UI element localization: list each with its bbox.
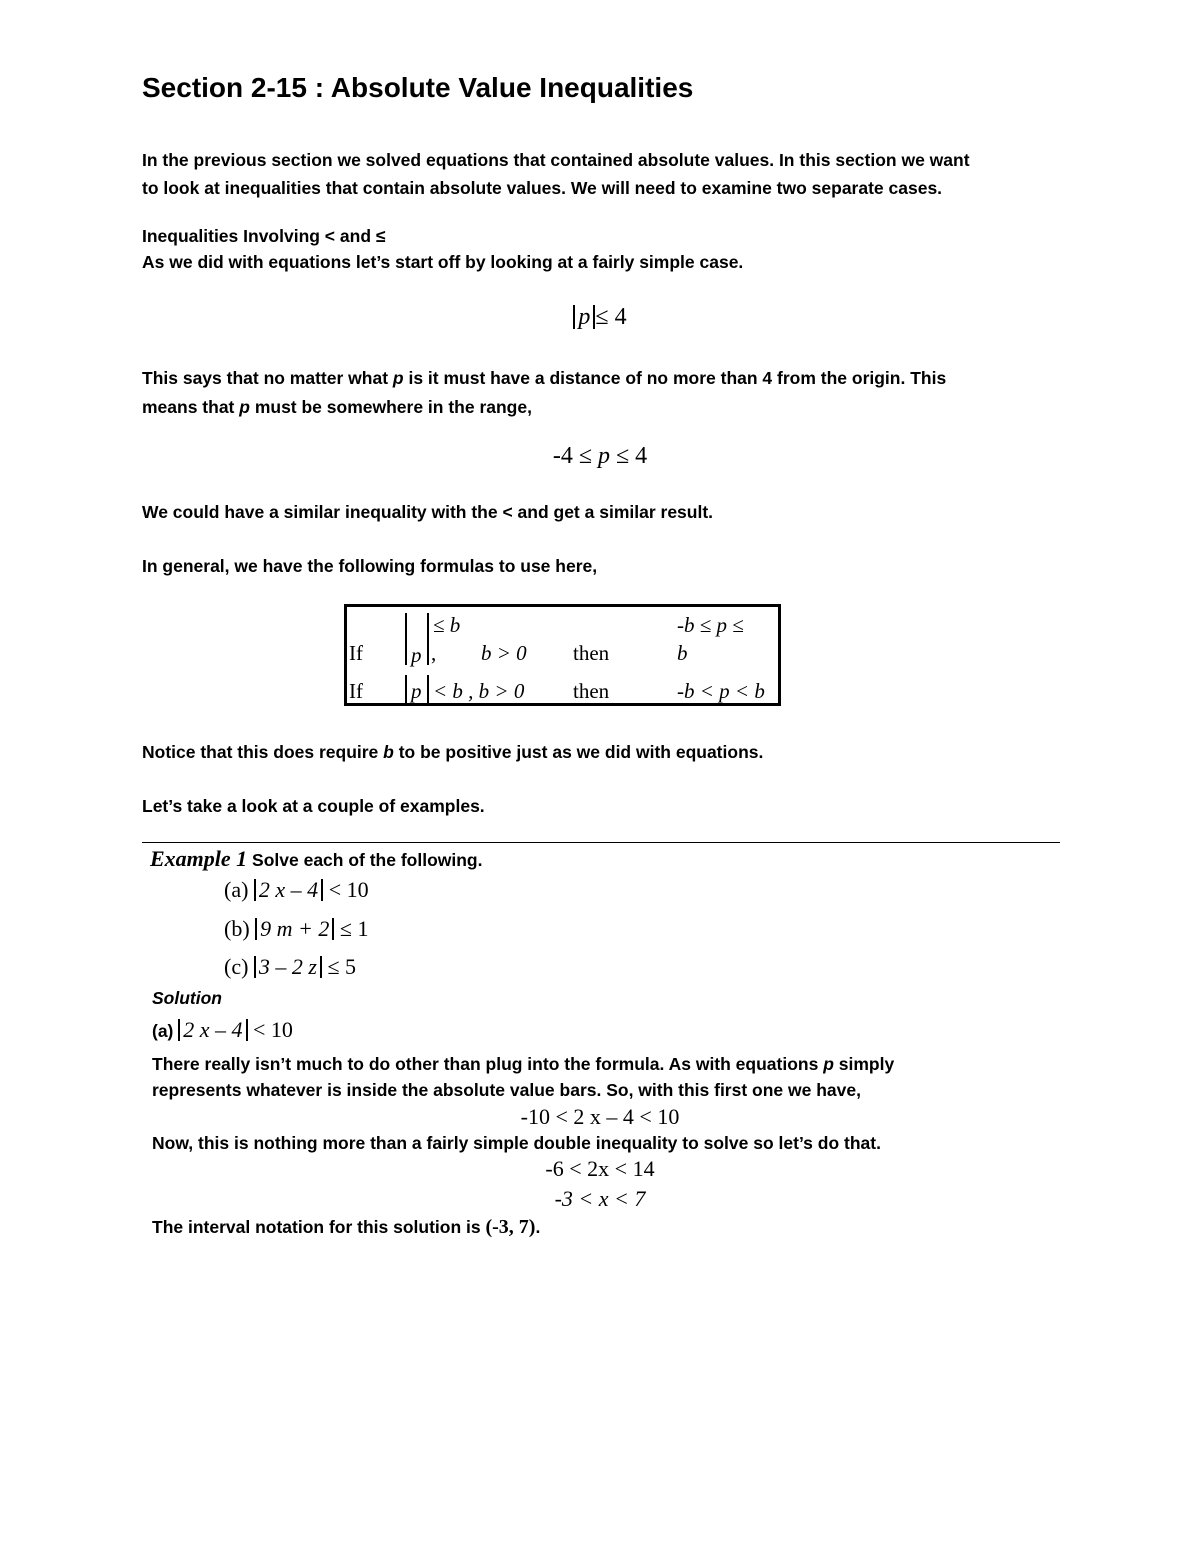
solution-step-1: -10 < 2 x – 4 < 10 — [520, 1104, 680, 1129]
solution-step-2: -6 < 2x < 14 — [545, 1156, 655, 1181]
part-tag: (a) — [224, 877, 254, 902]
intro-line-2: to look at inequalities that contain absolute values. We will need to examine two separate cases. — [142, 178, 943, 198]
para-notice-text: to be positive just as we did with equations. — [393, 742, 764, 762]
para-says-var: p — [239, 397, 250, 417]
abs-p-var: p — [573, 305, 595, 329]
formula-if-1: If — [349, 641, 363, 665]
solution-label: Solution — [152, 988, 222, 1008]
solution-text: simply — [833, 1054, 895, 1074]
formula-row1-rel: ≤ b — [433, 613, 461, 637]
range-left: -4 ≤ — [552, 443, 598, 469]
interval-text: The interval notation for this solution is — [152, 1217, 486, 1237]
formula-if-2: If — [349, 679, 363, 703]
solution-text-3: Now, this is nothing more than a fairly simple double inequality to solve so let’s do that. — [152, 1133, 881, 1153]
para-says-text: means that — [142, 397, 240, 417]
para-says-text: must be somewhere in the range, — [249, 397, 532, 417]
example-part-a — [224, 877, 369, 903]
para-general: In general, we have the following formulas to use here, — [142, 556, 598, 576]
abs-bar-right-2 — [427, 675, 429, 703]
para-says-text: This says that no matter what — [142, 368, 393, 388]
para-notice-text: Notice that this does require — [142, 742, 384, 762]
subheading: Inequalities Involving < and ≤ — [142, 226, 386, 246]
solution-a-rhs: < 10 — [247, 1017, 293, 1042]
example-label: Example 1 — [150, 846, 248, 871]
solution-text-1 — [152, 1054, 894, 1075]
interval-value: (-3, 7) — [485, 1216, 536, 1238]
para-says-line-2 — [142, 397, 532, 418]
formula-box — [344, 604, 781, 706]
formula-then-1: then — [573, 641, 610, 665]
formula-row1-comma: , — [431, 641, 437, 665]
example-part-c — [224, 954, 356, 980]
range-right: ≤ 4 — [610, 443, 648, 469]
formula-row1-cond: b > 0 — [481, 641, 527, 665]
formula-row2-rel: < b , b > 0 — [433, 679, 525, 703]
formula-row1-p: p — [411, 643, 422, 667]
para-says-line-1 — [142, 368, 946, 389]
equation-abs-p — [0, 304, 1200, 331]
solution-text-2: represents whatever is inside the absolute value bars. So, with this first one we have, — [152, 1080, 861, 1100]
part-rhs: < 10 — [323, 877, 369, 902]
part-rhs: ≤ 5 — [321, 954, 357, 979]
example-prompt: Solve each of the following. — [247, 850, 483, 870]
part-abs-expr: 3 – 2 z — [254, 956, 322, 978]
formula-then-2: then — [573, 679, 610, 703]
intro-line-1: In the previous section we solved equations that contained absolute values. In this section we want — [142, 150, 970, 170]
part-tag: (b) — [224, 916, 256, 941]
formula-row1-result-top: -b ≤ p ≤ — [677, 613, 744, 637]
para-similar: We could have a similar inequality with the < and get a similar result. — [142, 502, 714, 522]
interval-line — [152, 1216, 540, 1239]
para-says-text: is it must have a distance of no more than 4 from the origin. This — [403, 368, 947, 388]
range-var: p — [598, 443, 610, 469]
interval-end: . — [535, 1217, 541, 1237]
abs-bar-left-2 — [405, 675, 407, 703]
part-rhs: ≤ 1 — [334, 916, 369, 941]
solution-text: There really isn’t much to do other than plug into the formula. As with equations — [152, 1054, 824, 1074]
formula-row1-result-bottom: b — [677, 641, 688, 665]
para-notice-var: b — [383, 742, 394, 762]
solution-a-tag: (a) — [152, 1021, 179, 1041]
solution-a-abs-expr: 2 x – 4 — [178, 1019, 247, 1041]
part-abs-expr: 2 x – 4 — [254, 879, 323, 901]
solution-step-3: -3 < x < 7 — [554, 1186, 646, 1211]
example-header — [150, 846, 482, 872]
para-simple-case: As we did with equations let’s start off by looking at a fairly simple case. — [142, 252, 744, 272]
para-lets: Let’s take a look at a couple of examples. — [142, 796, 485, 816]
formula-row2-p: p — [411, 679, 422, 703]
abs-p-rhs: ≤ 4 — [595, 304, 627, 330]
part-abs-expr: 9 m + 2 — [255, 918, 334, 940]
solution-a-heading — [152, 1017, 293, 1043]
abs-bar-left-1 — [405, 613, 407, 665]
formula-row2-result: -b < p < b — [677, 679, 765, 703]
equation-range — [0, 443, 1200, 470]
example-part-b — [224, 916, 368, 942]
para-says-var: p — [392, 368, 404, 388]
para-notice — [142, 742, 763, 763]
solution-var: p — [823, 1054, 834, 1074]
abs-bar-right-1 — [427, 613, 429, 665]
page-title: Section 2-15 : Absolute Value Inequalities — [142, 72, 694, 103]
divider-rule — [142, 842, 1060, 843]
part-tag: (c) — [224, 954, 254, 979]
